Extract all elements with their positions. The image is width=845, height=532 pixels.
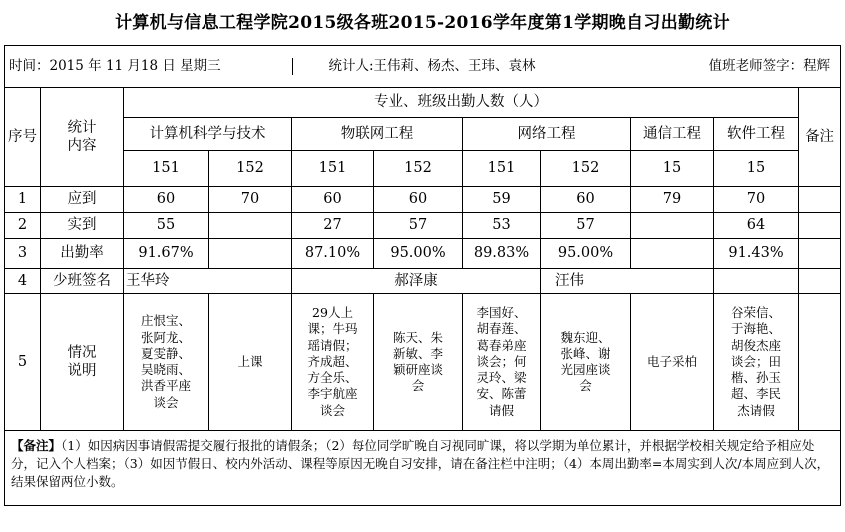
class-cell: 152 — [541, 151, 631, 187]
sign-empty — [799, 269, 841, 294]
remark-cell — [799, 294, 841, 431]
row-actual — [5, 213, 841, 239]
value-cell: 91.67% — [124, 239, 209, 269]
class-cell: 152 — [209, 151, 292, 187]
row-rate — [5, 239, 841, 269]
value-cell: 95.00% — [541, 239, 631, 269]
header-content: 统计 内容 — [41, 88, 124, 187]
value-cell: 53 — [463, 213, 541, 239]
situation-cell: 庄恨宝、 张阿龙、 夏雯静、 吴晓雨、 洪香平座 谈会 — [124, 294, 209, 431]
time-field: 时间：2015 年 11 月18 日 星期三 — [5, 58, 293, 75]
seq-cell: 5 — [5, 294, 41, 431]
value-cell: 64 — [714, 213, 799, 239]
situation-cell: 电子采柏 — [631, 294, 714, 431]
counters-field: 统计人:王伟莉、杨杰、王玮、袁林 — [328, 58, 536, 75]
major-software: 软件工程 — [714, 118, 799, 151]
header-remark: 备注 — [799, 88, 841, 187]
class-cell: 151 — [124, 151, 209, 187]
seq-cell: 1 — [5, 187, 41, 213]
value-cell: 55 — [124, 213, 209, 239]
label-cell: 实到 — [41, 213, 124, 239]
teacher-signature-field: 值班老师签字：程辉 — [708, 58, 831, 75]
value-cell: 60 — [541, 187, 631, 213]
row-sign — [5, 269, 841, 294]
seq-cell: 3 — [5, 239, 41, 269]
value-cell — [209, 213, 292, 239]
header-seq: 序号 — [5, 88, 41, 187]
major-iot: 物联网工程 — [292, 118, 463, 151]
value-cell — [631, 213, 714, 239]
value-cell: 87.10% — [292, 239, 374, 269]
note-text: （1）如因病因事请假需提交履行报批的请假条；（2）每位同学旷晚自习视同旷课，将以学期为单位累计，并根据学校相关规定给予相应处分，记入个人档案；（3）如因节假日、校内外活动、课程等原因无晚自习安排，请在备注栏中注明；（4）本周出勤率=本周实到人次/本周应到人次，结果保留两位小数。 — [11, 438, 830, 490]
note-label: 【备注】 — [11, 438, 62, 453]
value-cell: 57 — [541, 213, 631, 239]
remark-cell — [799, 213, 841, 239]
page-title: 计算机与信息工程学院2015级各班2015-2016学年度第1学期晚自习出勤统计 — [115, 13, 730, 33]
sign-empty — [714, 269, 799, 294]
class-cell: 152 — [374, 151, 463, 187]
seq-cell: 2 — [5, 213, 41, 239]
value-cell: 59 — [463, 187, 541, 213]
situation-cell: 谷荣信、 于海艳、 胡俊杰座 谈会；田 楷、孙玉 超、李民 杰请假 — [714, 294, 799, 431]
sign-name-cs: 王华玲 — [124, 269, 292, 294]
label-cell: 少班签名 — [41, 269, 124, 294]
value-cell: 91.43% — [714, 239, 799, 269]
remark-cell — [799, 187, 841, 213]
class-cell: 15 — [631, 151, 714, 187]
sign-name-iot: 郝泽康 — [292, 269, 541, 294]
situation-cell: 魏东迎、 张峰、谢 光园座谈 会 — [541, 294, 631, 431]
sign-name-network: 汪伟 — [541, 269, 714, 294]
header-group-title: 专业、班级出勤人数（人） — [124, 88, 799, 118]
value-cell — [209, 239, 292, 269]
note-block — [5, 431, 841, 506]
situation-cell: 李国好、 胡春莲、 葛春弟座 谈会；何 灵玲、梁 安、陈蕾 请假 — [463, 294, 541, 431]
value-cell: 70 — [209, 187, 292, 213]
class-cell: 151 — [292, 151, 374, 187]
value-cell: 60 — [124, 187, 209, 213]
major-comm: 通信工程 — [631, 118, 714, 151]
value-cell: 60 — [292, 187, 374, 213]
situation-cell: 上课 — [209, 294, 292, 431]
class-cell: 151 — [463, 151, 541, 187]
value-cell — [631, 239, 714, 269]
value-cell: 79 — [631, 187, 714, 213]
row-due — [5, 187, 841, 213]
label-cell: 情况 说明 — [41, 294, 124, 431]
info-bar — [5, 58, 840, 75]
major-cs: 计算机科学与技术 — [124, 118, 292, 151]
label-cell: 应到 — [41, 187, 124, 213]
label-cell: 出勤率 — [41, 239, 124, 269]
value-cell: 60 — [374, 187, 463, 213]
remark-cell — [799, 239, 841, 269]
value-cell: 57 — [374, 213, 463, 239]
value-cell: 70 — [714, 187, 799, 213]
situation-cell: 陈天、朱 新敏、李 颖研座谈 会 — [374, 294, 463, 431]
value-cell: 89.83% — [463, 239, 541, 269]
value-cell: 95.00% — [374, 239, 463, 269]
class-cell: 15 — [714, 151, 799, 187]
value-cell: 27 — [292, 213, 374, 239]
row-situation — [5, 294, 841, 431]
situation-cell: 29人上 课；牛玛 瑶请假； 齐成超、 方全乐、 李宇航座 谈会 — [292, 294, 374, 431]
attendance-table — [4, 45, 841, 506]
seq-cell: 4 — [5, 269, 41, 294]
major-network: 网络工程 — [463, 118, 631, 151]
